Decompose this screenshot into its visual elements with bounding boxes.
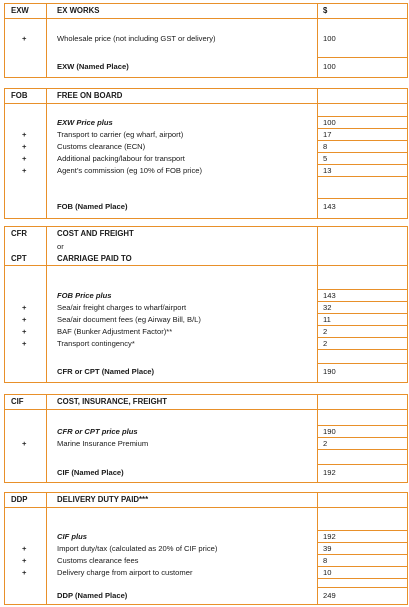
title-cell [47, 395, 318, 410]
line-item-value: 10 [323, 568, 332, 577]
line-item-value: 100 [323, 34, 336, 43]
section-title: COST, INSURANCE, FREIGHT [57, 397, 168, 406]
total-value: 143 [323, 202, 336, 211]
currency-header: $ [323, 6, 328, 15]
line-item-label: Sea/air freight charges to wharf/airport [57, 303, 187, 312]
line-item-label: Agent’s commission (eg 10% of FOB price) [57, 166, 203, 175]
value-header-cell [318, 4, 408, 19]
plus-bullet: + [22, 154, 27, 163]
fob-table [4, 88, 408, 219]
cif-table [4, 394, 408, 483]
line-item-value: 11 [323, 315, 331, 324]
row-divider [318, 128, 407, 129]
line-item-value: 2 [323, 327, 328, 336]
title-cell [47, 4, 318, 19]
section-title: FREE ON BOARD [57, 91, 123, 100]
section-code: CIF [11, 397, 24, 406]
value-header-cell [318, 89, 408, 104]
row-divider [318, 140, 407, 141]
description-cell [47, 104, 318, 219]
bullet-cell [5, 266, 47, 383]
bullet-cell [5, 508, 47, 605]
line-item-value: 17 [323, 130, 332, 139]
line-item-value: 39 [323, 544, 332, 553]
line-item-label: Customs clearance (ECN) [57, 142, 146, 151]
code-cell [5, 227, 47, 266]
base-price-label: FOB Price plus [57, 291, 112, 300]
section-code: FOB [11, 91, 28, 100]
code-cell [5, 395, 47, 410]
line-item-label: Wholesale price (not including GST or delivery) [57, 34, 216, 43]
line-item-label: Delivery charge from airport to customer [57, 568, 193, 577]
description-cell [47, 19, 318, 78]
line-item-label: Import duty/tax (calculated as 20% of CIF price) [57, 544, 218, 553]
section-code-alt: CPT [11, 254, 27, 263]
total-divider [318, 198, 407, 199]
plus-bullet: + [22, 130, 27, 139]
cfr-cpt-table [4, 226, 408, 383]
plus-bullet: + [22, 544, 27, 553]
line-item-value: 2 [323, 339, 328, 348]
section-title: COST AND FREIGHT [57, 229, 134, 238]
plus-bullet: + [22, 327, 27, 336]
base-price-value: 143 [323, 291, 336, 300]
line-item-label: Transport to carrier (eg wharf, airport) [57, 130, 184, 139]
total-divider [318, 587, 407, 588]
row-divider [318, 578, 407, 579]
plus-bullet: + [22, 568, 27, 577]
description-cell [47, 410, 318, 483]
section-code: EXW [11, 6, 29, 15]
row-divider [318, 437, 407, 438]
total-divider [318, 363, 407, 364]
row-divider [318, 176, 407, 177]
line-item-label: Customs clearance fees [57, 556, 139, 565]
plus-bullet: + [22, 303, 27, 312]
values-cell [318, 410, 408, 483]
description-cell [47, 266, 318, 383]
title-cell [47, 89, 318, 104]
base-price-value: 190 [323, 427, 336, 436]
row-divider [318, 566, 407, 567]
title-cell [47, 493, 318, 508]
or-separator: or [57, 242, 64, 251]
total-label: FOB (Named Place) [57, 202, 128, 211]
plus-bullet: + [22, 339, 27, 348]
row-divider [318, 554, 407, 555]
bullet-cell [5, 104, 47, 219]
line-item-value: 8 [323, 556, 328, 565]
row-divider [318, 164, 407, 165]
line-item-label: BAF (Bunker Adjustment Factor)** [57, 327, 173, 336]
row-divider [318, 116, 407, 117]
code-cell [5, 493, 47, 508]
section-title: DELIVERY DUTY PAID*** [57, 495, 149, 504]
title-cell [47, 227, 318, 266]
row-divider [318, 301, 407, 302]
row-divider [318, 325, 407, 326]
base-price-label: CIF plus [57, 532, 87, 541]
exw-table [4, 3, 408, 78]
row-divider [318, 337, 407, 338]
value-header-cell [318, 227, 408, 266]
line-item-label: Additional packing/labour for transport [57, 154, 185, 163]
bullet-cell [5, 19, 47, 78]
row-divider [318, 313, 407, 314]
values-cell [318, 104, 408, 219]
row-divider [318, 349, 407, 350]
total-value: 190 [323, 367, 336, 376]
total-value: 192 [323, 468, 336, 477]
total-label: EXW (Named Place) [57, 62, 129, 71]
base-price-value: 192 [323, 532, 336, 541]
total-divider [318, 57, 407, 58]
value-header-cell [318, 493, 408, 508]
line-item-value: 2 [323, 439, 328, 448]
description-cell [47, 508, 318, 605]
plus-bullet: + [22, 34, 27, 43]
line-item-value: 13 [323, 166, 332, 175]
value-header-cell [318, 395, 408, 410]
line-item-value: 8 [323, 142, 328, 151]
base-price-label: CFR or CPT price plus [57, 427, 138, 436]
row-divider [318, 449, 407, 450]
bullet-cell [5, 410, 47, 483]
code-cell [5, 4, 47, 19]
section-code: DDP [11, 495, 28, 504]
total-divider [318, 464, 407, 465]
base-price-label: EXW Price plus [57, 118, 113, 127]
row-divider [318, 542, 407, 543]
row-divider [318, 530, 407, 531]
values-cell [318, 508, 408, 605]
section-title: EX WORKS [57, 6, 100, 15]
ddp-table [4, 492, 408, 605]
line-item-label: Transport contingency* [57, 339, 135, 348]
row-divider [318, 152, 407, 153]
row-divider [318, 425, 407, 426]
section-title-alt: CARRIAGE PAID TO [57, 254, 132, 263]
plus-bullet: + [22, 556, 27, 565]
base-price-value: 100 [323, 118, 336, 127]
values-cell [318, 19, 408, 78]
plus-bullet: + [22, 142, 27, 151]
total-value: 100 [323, 62, 336, 71]
section-code: CFR [11, 229, 28, 238]
line-item-value: 5 [323, 154, 328, 163]
plus-bullet: + [22, 315, 27, 324]
plus-bullet: + [22, 166, 27, 175]
total-label: DDP (Named Place) [57, 591, 128, 600]
line-item-label: Marine Insurance Premium [57, 439, 149, 448]
line-item-value: 32 [323, 303, 332, 312]
total-label: CFR or CPT (Named Place) [57, 367, 155, 376]
plus-bullet: + [22, 439, 27, 448]
code-cell [5, 89, 47, 104]
total-label: CIF (Named Place) [57, 468, 124, 477]
total-value: 249 [323, 591, 336, 600]
line-item-label: Sea/air document fees (eg Airway Bill, B/L) [57, 315, 201, 324]
values-cell [318, 266, 408, 383]
row-divider [318, 289, 407, 290]
